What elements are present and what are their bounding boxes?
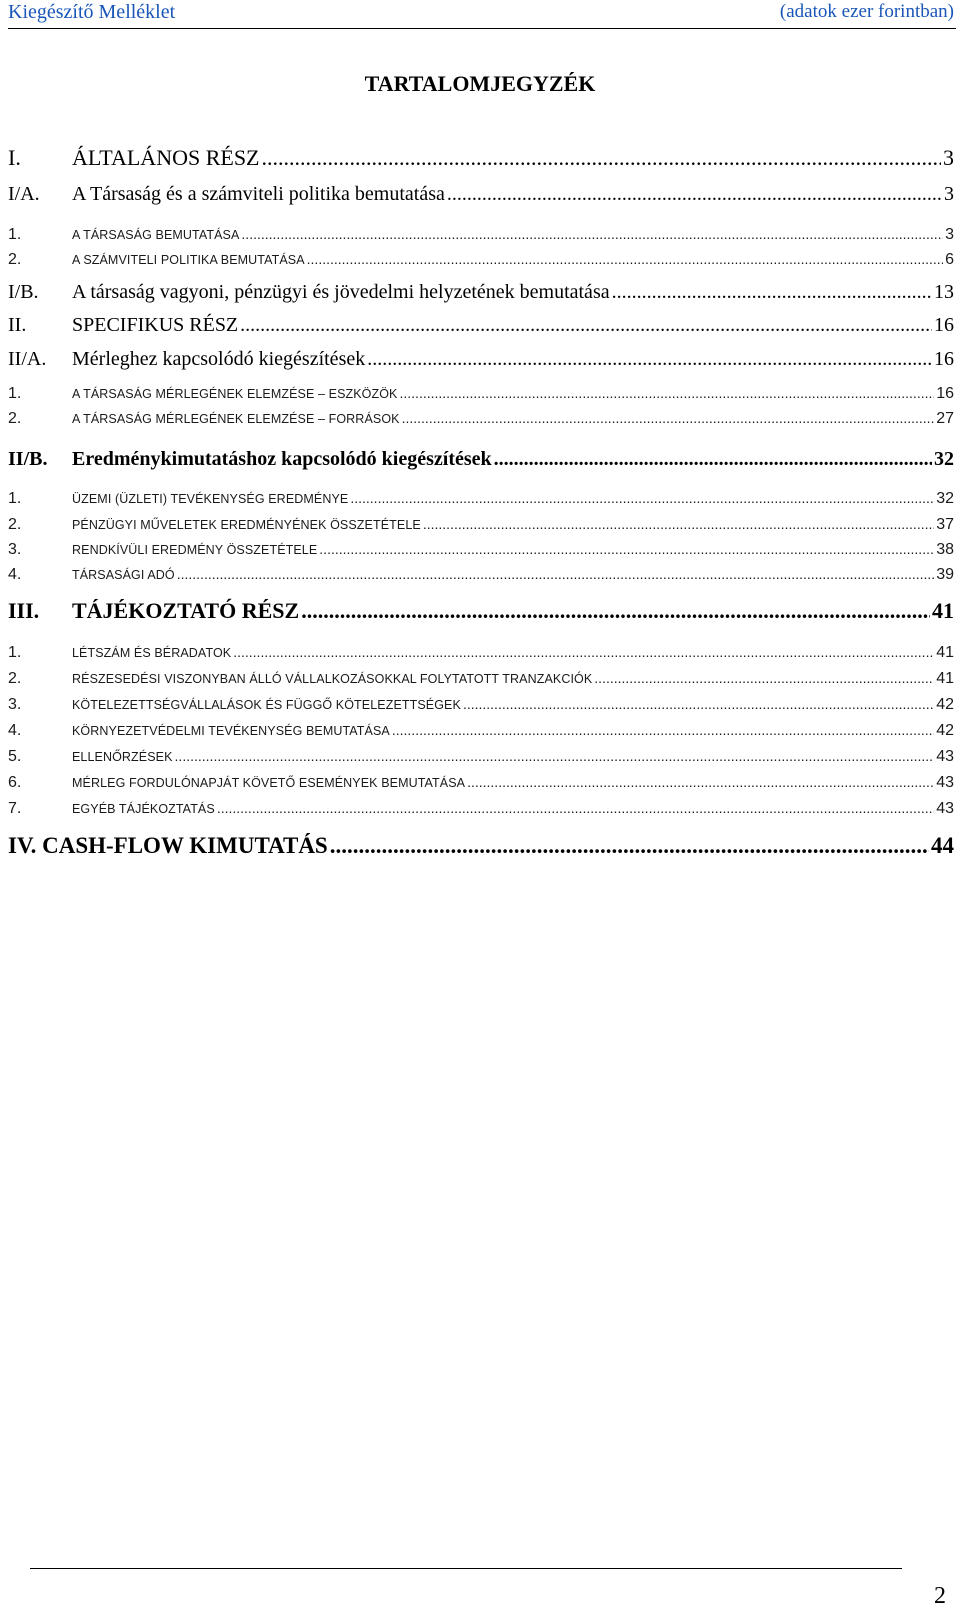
toc-entry-number: III. [8, 598, 40, 623]
toc-entry-number: II/A. [8, 348, 47, 370]
toc-entry-page: 13 [934, 281, 954, 303]
toc-dot-leader [240, 313, 932, 337]
header-document-title: Kiegészítő Melléklet [8, 1, 176, 23]
toc-entry-general-part[interactable] [8, 145, 954, 171]
toc-entry-page: 32 [936, 490, 954, 507]
toc-entry-title: A TÁRSASÁG MÉRLEGÉNEK ELEMZÉSE – FORRÁSOK [72, 412, 400, 426]
toc-dot-leader [319, 540, 934, 558]
toc-entry-title: KÖRNYEZETVÉDELMI TEVÉKENYSÉG BEMUTATÁSA [72, 724, 390, 738]
toc-entry-number: 3. [8, 696, 22, 713]
toc-entry-financial-operations[interactable] [8, 515, 954, 534]
toc-entry-page: 43 [936, 800, 954, 817]
toc-entry-number: 7. [8, 800, 22, 817]
toc-entry-page: 39 [936, 566, 954, 583]
toc-entry-number: 5. [8, 748, 22, 765]
toc-entry-page: 43 [936, 748, 954, 765]
toc-entry-extraordinary-result[interactable] [8, 540, 954, 559]
toc-entry-number: 2. [8, 516, 22, 533]
toc-entry-title: A TÁRSASÁG BEMUTATÁSA [72, 228, 240, 242]
toc-entry-title: RENDKÍVÜLI EREDMÉNY ÖSSZETÉTELE [72, 543, 318, 557]
toc-entry-page: 3 [945, 226, 954, 243]
toc-entry-number: 2. [8, 410, 22, 427]
toc-entry-number: I/A. [8, 183, 40, 205]
toc-dot-leader [241, 225, 943, 243]
toc-entry-number: 6. [8, 774, 22, 791]
toc-entry-page: 41 [936, 670, 954, 687]
toc-entry-title: Mérleghez kapcsolódó kiegészítések [72, 348, 366, 370]
toc-entry-other-information[interactable] [8, 799, 954, 818]
toc-entry-title-text: CASH-FLOW KIMUTATÁS [42, 833, 328, 858]
toc-entry-title [8, 833, 328, 859]
toc-dot-leader [367, 347, 932, 371]
toc-entry-title: KÖTELEZETTSÉGVÁLLALÁSOK ÉS FÜGGŐ KÖTELEZETTSÉGEK [72, 698, 461, 712]
toc-entry-audits[interactable] [8, 747, 954, 766]
toc-entry-number: 1. [8, 644, 22, 661]
toc-dot-leader [447, 182, 942, 206]
toc-entry-page: 3 [944, 183, 954, 205]
toc-dot-leader [402, 409, 935, 427]
toc-dot-leader [175, 747, 935, 765]
toc-entry-title: PÉNZÜGYI MŰVELETEK EREDMÉNYÉNEK ÖSSZETÉTELE [72, 518, 421, 532]
toc-entry-title: A Társaság és a számviteli politika bemutatása [72, 183, 445, 205]
toc-entry-page: 6 [945, 251, 954, 268]
toc-entry-number: 2. [8, 670, 22, 687]
toc-entry-number: 4. [8, 722, 22, 739]
toc-entry-title: ÜZEMI (ÜZLETI) TEVÉKENYSÉG EREDMÉNYE [72, 492, 349, 506]
toc-entry-subsequent-events[interactable] [8, 773, 954, 792]
toc-entry-number: II/B. [8, 448, 48, 470]
toc-entry-title: TÁRSASÁGI ADÓ [72, 568, 175, 582]
toc-dot-leader [423, 515, 934, 533]
toc-dot-leader [467, 773, 934, 791]
toc-entry-financial-situation[interactable] [8, 280, 954, 304]
toc-entry-page: 41 [932, 598, 954, 623]
toc-entry-title: EGYÉB TÁJÉKOZTATÁS [72, 802, 215, 816]
toc-dot-leader [400, 384, 935, 402]
toc-title: TARTALOMJEGYZÉK [364, 71, 596, 96]
toc-entry-page: 27 [936, 410, 954, 427]
toc-entry-page: 42 [936, 696, 954, 713]
toc-dot-leader [301, 598, 930, 624]
toc-entry-accounting-policy[interactable] [8, 250, 954, 269]
toc-entry-page: 32 [934, 448, 954, 470]
toc-entry-title: TÁJÉKOZTATÓ RÉSZ [72, 598, 300, 623]
toc-entry-page: 42 [936, 722, 954, 739]
toc-entry-page: 44 [931, 833, 954, 858]
toc-entry-balance-liabilities[interactable] [8, 409, 954, 428]
toc-entry-commitments[interactable] [8, 695, 954, 714]
toc-dot-leader [594, 669, 934, 687]
toc-dot-leader [217, 799, 934, 817]
page-number: 2 [934, 1583, 946, 1609]
toc-dot-leader [262, 145, 942, 171]
toc-dot-leader [233, 643, 934, 661]
toc-entry-number: 1. [8, 385, 22, 402]
toc-entry-number: IV. [8, 833, 37, 858]
toc-entry-page: 43 [936, 774, 954, 791]
toc-entry-number: 1. [8, 490, 22, 507]
toc-entry-corporate-tax[interactable] [8, 565, 954, 584]
toc-dot-leader [177, 565, 934, 583]
toc-entry-title: ÁLTALÁNOS RÉSZ [72, 145, 260, 170]
header-units-note: (adatok ezer forintban) [779, 1, 954, 22]
toc-dot-leader [463, 695, 934, 713]
toc-entry-page: 38 [936, 541, 954, 558]
toc-entry-number: 1. [8, 226, 22, 243]
toc-entry-title: MÉRLEG FORDULÓNAPJÁT KÖVETŐ ESEMÉNYEK BEMUTATÁSA [72, 776, 466, 790]
toc-entry-number: I. [8, 145, 21, 170]
toc-entry-page: 41 [936, 644, 954, 661]
toc-entry-page: 16 [936, 385, 954, 402]
toc-entry-title: A TÁRSASÁG MÉRLEGÉNEK ELEMZÉSE – ESZKÖZÖK [72, 387, 398, 401]
toc-entry-title: RÉSZESEDÉSI VISZONYBAN ÁLLÓ VÁLLALKOZÁSOKKAL FOLYTATOTT TRANZAKCIÓK [72, 672, 593, 686]
toc-dot-leader [392, 721, 934, 739]
toc-dot-leader [330, 833, 929, 859]
footer-divider [30, 1568, 902, 1569]
toc-entry-title: A SZÁMVITELI POLITIKA BEMUTATÁSA [72, 253, 305, 267]
toc-entry-number: 3. [8, 541, 22, 558]
toc-dot-leader [350, 489, 934, 507]
toc-entry-balance-assets[interactable] [8, 384, 954, 403]
toc-entry-specific-part[interactable] [8, 313, 954, 337]
toc-entry-page: 37 [936, 516, 954, 533]
toc-entry-cash-flow[interactable] [8, 833, 954, 859]
toc-entry-page: 16 [934, 348, 954, 370]
toc-entry-number: 2. [8, 251, 22, 268]
toc-entry-number: II. [8, 314, 27, 336]
toc-entry-environmental-activity[interactable] [8, 721, 954, 740]
toc-entry-number: 4. [8, 566, 22, 583]
toc-entry-information-part[interactable] [8, 598, 954, 624]
page-header [8, 0, 956, 29]
toc-entry-company-and-policy[interactable] [8, 182, 954, 206]
toc-entry-page: 3 [943, 145, 954, 170]
toc-entry-income-statement-supplements[interactable] [8, 447, 954, 471]
toc-entry-number: I/B. [8, 281, 39, 303]
toc-entry-balance-sheet-supplements[interactable] [8, 347, 954, 371]
toc-entry-title: SPECIFIKUS RÉSZ [72, 314, 239, 336]
toc-entry-company-intro[interactable] [8, 225, 954, 244]
toc-entry-operating-result[interactable] [8, 489, 954, 508]
toc-dot-leader [307, 250, 943, 268]
toc-entry-title: LÉTSZÁM ÉS BÉRADATOK [72, 646, 232, 660]
toc-entry-title: A társaság vagyoni, pénzügyi és jövedelmi helyzetének bemutatása [72, 281, 610, 303]
toc-entry-related-party-transactions[interactable] [8, 669, 954, 688]
toc-entry-headcount-wages[interactable] [8, 643, 954, 662]
toc-dot-leader [612, 280, 932, 304]
toc-dot-leader [494, 447, 932, 471]
toc-entry-title: ELLENŐRZÉSEK [72, 750, 173, 764]
toc-entry-page: 16 [934, 314, 954, 336]
toc-entry-title: Eredménykimutatáshoz kapcsolódó kiegészítések [72, 448, 492, 470]
